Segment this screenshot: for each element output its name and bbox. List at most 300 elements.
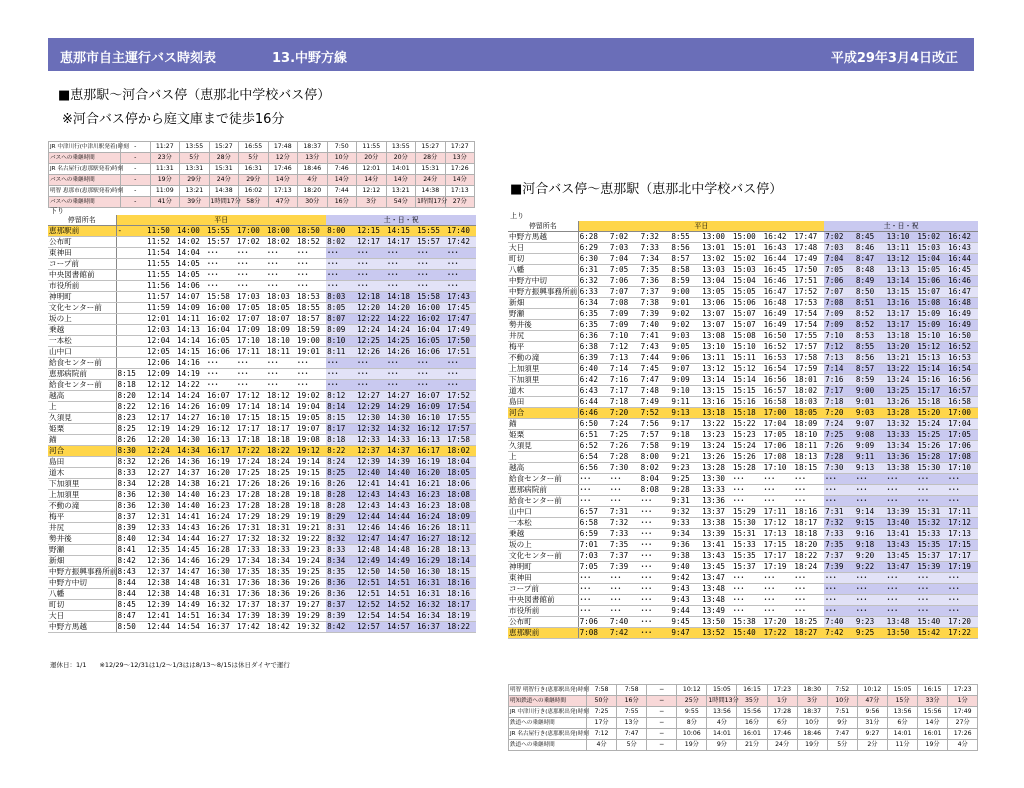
table-row	[48, 556, 476, 567]
holiday-time: 13:28	[886, 408, 917, 419]
weekday-time: 9:47	[670, 628, 701, 639]
weekday-time: 9:10	[670, 386, 701, 397]
weekday-time: 7:28	[609, 452, 640, 463]
weekday-time: 7:04	[609, 254, 640, 265]
holiday-time: ･･･	[916, 573, 947, 584]
weekday-time: 18:14	[266, 402, 296, 413]
holiday-time: ･･･	[947, 606, 978, 617]
weekday-time: 9:42	[670, 573, 701, 584]
weekday-time: 15:37	[732, 562, 763, 573]
holiday-time: ･･･	[855, 485, 886, 496]
holiday-time: 7:09	[824, 309, 855, 320]
holiday-time: 13:40	[886, 518, 917, 529]
weekday-time: ･･･	[640, 573, 671, 584]
stop-name: 坂の上	[508, 540, 578, 551]
weekday-time: 7:37	[640, 287, 671, 298]
weekday-time: 18:20	[793, 540, 824, 551]
holiday-time: 15:28	[916, 452, 947, 463]
table-row	[48, 578, 476, 589]
connection-cell: 1時間13分	[707, 696, 737, 707]
weekday-time: 17:14	[236, 402, 266, 413]
table-row	[48, 248, 476, 259]
weekday-time: 16:52	[763, 342, 794, 353]
holiday-time: 14:32	[386, 424, 416, 435]
holiday-time: ･･･	[886, 595, 917, 606]
weekday-time: 14:00	[176, 226, 206, 237]
weekday-time: 17:34	[236, 556, 266, 567]
weekday-time	[116, 303, 146, 314]
weekday-time: ･･･	[640, 518, 671, 529]
table-row	[508, 628, 978, 639]
weekday-time: ･･･	[206, 270, 236, 281]
weekday-time: 6:40	[578, 364, 609, 375]
weekday-time: 6:38	[578, 342, 609, 353]
holiday-time: 16:17	[416, 446, 446, 457]
weekday-time: 7:40	[609, 617, 640, 628]
weekday-time: ･･･	[763, 584, 794, 595]
weekday-time: 16:13	[206, 435, 236, 446]
connection-cell: 7:46	[327, 164, 357, 175]
connection-label: 明智 明智行き(恵那駅出発)時刻	[509, 685, 587, 696]
stop-name: 公布町	[48, 237, 116, 248]
weekday-time: 17:03	[236, 292, 266, 303]
weekday-time: 16:21	[206, 479, 236, 490]
weekday-time: 18:50	[296, 226, 326, 237]
weekday-time: 15:30	[732, 518, 763, 529]
weekday-time	[116, 259, 146, 270]
weekday-time: 6:43	[578, 386, 609, 397]
holiday-time: 17:42	[446, 237, 476, 248]
holiday-time: 17:54	[446, 402, 476, 413]
stop-name: 河合	[508, 408, 578, 419]
stop-name: 錨	[508, 419, 578, 430]
holiday-time: 12:51	[356, 589, 386, 600]
connection-cell: 20分	[357, 153, 387, 164]
table-row	[48, 512, 476, 523]
holiday-time: 12:26	[356, 347, 386, 358]
holiday-time: 8:46	[855, 243, 886, 254]
table-row	[48, 611, 476, 622]
holiday-time: 12:40	[356, 468, 386, 479]
holiday-time: 15:24	[916, 419, 947, 430]
weekday-time: 9:06	[670, 353, 701, 364]
weekday-time: ･･･	[793, 474, 824, 485]
holiday-time: 9:08	[855, 430, 886, 441]
weekday-time: 17:09	[236, 325, 266, 336]
weekday-time: 11:50	[146, 226, 176, 237]
weekday-time: 11:54	[146, 248, 176, 259]
holiday-time: 14:39	[386, 457, 416, 468]
weekday-time: 9:32	[670, 507, 701, 518]
weekday-time: 15:07	[732, 309, 763, 320]
weekday-time: 8:04	[640, 474, 671, 485]
weekday-time: 14:19	[176, 369, 206, 380]
weekday-time: 7:05	[609, 265, 640, 276]
weekday-time: 6:42	[578, 375, 609, 386]
weekday-time: 15:03	[732, 265, 763, 276]
holiday-time: 8:10	[326, 336, 356, 347]
table-row	[508, 386, 978, 397]
table-row	[508, 551, 978, 562]
stop-name: 文化センター前	[508, 551, 578, 562]
weekday-time: ･･･	[609, 595, 640, 606]
weekday-time: 18:18	[266, 435, 296, 446]
holiday-time: 12:32	[356, 424, 386, 435]
stop-name: 下加須里	[508, 375, 578, 386]
weekday-time: ･･･	[206, 358, 236, 369]
holiday-time: 7:28	[824, 452, 855, 463]
weekday-time: 12:36	[146, 556, 176, 567]
holiday-time: 9:23	[855, 617, 886, 628]
weekday-time: 8:57	[670, 254, 701, 265]
connection-cell: 14分	[386, 175, 416, 186]
weekday-time	[116, 336, 146, 347]
connection-cell: 5分	[617, 740, 647, 751]
weekday-time: 16:23	[206, 490, 236, 501]
holiday-time: ･･･	[916, 496, 947, 507]
table-row	[48, 523, 476, 534]
weekday-time: 17:00	[763, 408, 794, 419]
holiday-time: 16:20	[416, 468, 446, 479]
weekday-time: 17:29	[236, 512, 266, 523]
weekday-time	[116, 281, 146, 292]
holiday-time: ･･･	[855, 584, 886, 595]
weekday-time: 8:44	[116, 578, 146, 589]
weekday-time: ･･･	[296, 369, 326, 380]
weekday-time: 18:26	[266, 479, 296, 490]
connection-cell: 13:55	[386, 142, 416, 153]
weekday-time: 13:11	[701, 353, 732, 364]
weekday-time: ･･･	[732, 573, 763, 584]
weekday-time: 6:58	[578, 518, 609, 529]
holiday-time: 7:03	[824, 243, 855, 254]
holiday-time: 15:20	[916, 408, 947, 419]
weekday-time: 9:17	[670, 419, 701, 430]
weekday-time: 16:20	[206, 468, 236, 479]
connection-label: JR 名古屋行(恵那駅発着)時刻	[49, 164, 121, 175]
weekday-time: ･･･	[296, 270, 326, 281]
holiday-time: 13:38	[886, 463, 917, 474]
weekday-time: 17:52	[793, 287, 824, 298]
weekday-time: 17:11	[763, 507, 794, 518]
weekday-time: 7:35	[609, 540, 640, 551]
holiday-time: 18:16	[446, 589, 476, 600]
holiday-time: 14:24	[386, 325, 416, 336]
connection-cell: 17:13	[445, 186, 475, 197]
weekday-time: 17:15	[763, 540, 794, 551]
page-title: 恵那市自主運行バス時刻表	[60, 51, 217, 66]
holiday-time: 17:15	[947, 540, 978, 551]
weekday-time: 15:40	[732, 628, 763, 639]
holiday-time: 8:11	[326, 347, 356, 358]
holiday-time: 8:52	[855, 320, 886, 331]
stop-name: 錨	[48, 435, 116, 446]
weekday-time: 19:05	[296, 413, 326, 424]
weekday-time: 13:02	[701, 254, 732, 265]
stop-name: 新畑	[508, 298, 578, 309]
holiday-time: 9:03	[855, 408, 886, 419]
holiday-time: 16:49	[947, 320, 978, 331]
table-row	[508, 606, 978, 617]
connection-cell: 9:56	[857, 707, 887, 718]
holiday-time: 7:14	[824, 364, 855, 375]
holiday-time: 7:04	[824, 254, 855, 265]
stop-name: 大日	[48, 611, 116, 622]
weekday-time: 19:07	[296, 424, 326, 435]
connection-cell: 47分	[857, 696, 887, 707]
holiday-time: 17:50	[446, 336, 476, 347]
weekday-time: ･･･	[266, 259, 296, 270]
holiday-time: 14:51	[386, 589, 416, 600]
holiday-time: ･･･	[855, 606, 886, 617]
holiday-time: 15:05	[916, 265, 947, 276]
holiday-time: 9:09	[855, 441, 886, 452]
holiday-time: 16:32	[416, 600, 446, 611]
weekday-time: 16:29	[206, 556, 236, 567]
weekday-time: 8:23	[116, 413, 146, 424]
holiday-time: 8:02	[326, 237, 356, 248]
holiday-time: 7:30	[824, 463, 855, 474]
weekday-time: 13:06	[701, 298, 732, 309]
holiday-time: 17:19	[947, 562, 978, 573]
connection-label: バスへの乗継時間	[49, 175, 121, 186]
weekday-time: 18:17	[266, 424, 296, 435]
connection-cell: -	[121, 164, 151, 175]
holiday-time: 9:22	[855, 562, 886, 573]
weekday-time: 19:25	[296, 567, 326, 578]
weekday-time: ･･･	[640, 562, 671, 573]
weekday-time: 18:53	[296, 292, 326, 303]
weekday-time: 12:41	[146, 611, 176, 622]
weekday-time: 16:58	[763, 397, 794, 408]
holiday-time: 13:39	[886, 507, 917, 518]
weekday-time: 15:58	[206, 292, 236, 303]
connection-label: 鉄道への乗継時間	[509, 740, 587, 751]
holiday-time: 17:51	[446, 347, 476, 358]
stop-name: 井尻	[508, 331, 578, 342]
connection-cell: −	[647, 740, 677, 751]
holiday-time: 16:49	[947, 309, 978, 320]
holiday-time: 15:39	[916, 562, 947, 573]
connection-row	[509, 718, 978, 729]
table-row	[48, 303, 476, 314]
weekday-time: 18:03	[793, 397, 824, 408]
weekday-time: 15:08	[732, 331, 763, 342]
table-row	[48, 622, 476, 633]
weekday-time: 14:15	[176, 347, 206, 358]
weekday-time: ･･･	[609, 584, 640, 595]
table-row	[48, 413, 476, 424]
weekday-time: 9:31	[670, 496, 701, 507]
holiday-time: 12:48	[356, 545, 386, 556]
connection-cell: 33分	[918, 696, 948, 707]
holiday-time: ･･･	[824, 584, 855, 595]
holiday-time: 14:22	[386, 314, 416, 325]
holiday-time: 9:13	[855, 463, 886, 474]
weekday-time: 6:52	[578, 441, 609, 452]
weekday-time: ･･･	[640, 617, 671, 628]
weekday-time: 14:11	[176, 314, 206, 325]
weekday-time: 7:01	[578, 540, 609, 551]
connection-label: 鉄道への乗継時間	[509, 718, 587, 729]
weekday-time: 16:54	[763, 364, 794, 375]
weekday-time: 6:39	[578, 353, 609, 364]
holiday-time: 17:43	[446, 292, 476, 303]
holiday-time: 14:49	[386, 556, 416, 567]
weekday-time: 17:58	[793, 353, 824, 364]
holiday-time: 13:26	[886, 397, 917, 408]
connection-cell: 6分	[887, 718, 917, 729]
connection-cell: 16:31	[239, 164, 269, 175]
weekday-header: 平日	[578, 221, 824, 232]
holiday-time: 8:37	[326, 600, 356, 611]
weekday-time: 19:21	[296, 523, 326, 534]
holiday-time: 13:33	[886, 430, 917, 441]
weekday-time: 18:57	[296, 314, 326, 325]
connection-cell: -	[121, 142, 151, 153]
revision-date: 平成29年3月4日改正	[830, 51, 958, 66]
weekday-time: 17:54	[793, 320, 824, 331]
weekday-time: 14:43	[176, 523, 206, 534]
connection-label: バスへの乗継時間	[49, 153, 121, 164]
weekday-time: ･･･	[732, 474, 763, 485]
holiday-time: ･･･	[947, 474, 978, 485]
connection-cell: 58分	[239, 197, 269, 208]
connection-cell: 11:27	[150, 142, 180, 153]
holiday-time: 8:50	[855, 287, 886, 298]
stop-name: 給食センター前	[48, 380, 116, 391]
weekday-time: 16:31	[206, 578, 236, 589]
weekday-time: 12:30	[146, 490, 176, 501]
holiday-time: 15:16	[916, 375, 947, 386]
holiday-time: 13:25	[886, 386, 917, 397]
stop-name: 姫栗	[48, 424, 116, 435]
weekday-time: 7:34	[640, 254, 671, 265]
holiday-time: 12:57	[356, 622, 386, 633]
weekday-time: 18:22	[793, 551, 824, 562]
connection-cell: 18:30	[797, 685, 827, 696]
connection-cell: 13分	[617, 718, 647, 729]
weekday-time: 15:35	[732, 551, 763, 562]
weekday-time: 6:31	[578, 265, 609, 276]
table-row	[508, 364, 978, 375]
holiday-time: 16:56	[947, 375, 978, 386]
holiday-time: ･･･	[824, 573, 855, 584]
table-row	[508, 529, 978, 540]
weekday-time: 12:38	[146, 589, 176, 600]
weekday-time: 15:22	[732, 419, 763, 430]
stop-name: 恵那駅前	[48, 226, 116, 237]
weekday-time: 7:25	[609, 430, 640, 441]
weekday-time: 15:55	[206, 226, 236, 237]
weekday-time: 17:53	[793, 298, 824, 309]
holiday-time: 7:08	[824, 298, 855, 309]
weekday-time: 16:05	[206, 336, 236, 347]
holiday-time: 16:10	[416, 413, 446, 424]
weekday-time: 12:09	[146, 369, 176, 380]
connection-cell: 17:48	[268, 142, 298, 153]
holiday-time: ･･･	[386, 259, 416, 270]
weekday-time: ･･･	[578, 606, 609, 617]
weekday-time: 9:36	[670, 540, 701, 551]
weekday-header: 平日	[116, 215, 326, 226]
holiday-time: 14:29	[386, 402, 416, 413]
holiday-time: 13:24	[886, 375, 917, 386]
holiday-time: 12:39	[356, 457, 386, 468]
weekday-time: 17:37	[236, 600, 266, 611]
weekday-time: 15:06	[732, 298, 763, 309]
holiday-time: ･･･	[947, 573, 978, 584]
stop-name: 八幡	[48, 589, 116, 600]
weekday-time: 7:09	[609, 320, 640, 331]
weekday-time: ･･･	[763, 474, 794, 485]
weekday-time: 18:28	[266, 501, 296, 512]
holiday-time: 13:45	[886, 551, 917, 562]
weekday-time: 9:03	[670, 331, 701, 342]
connection-cell: 7:58	[617, 685, 647, 696]
connection-cell: -	[121, 153, 151, 164]
holiday-time: 8:52	[855, 309, 886, 320]
weekday-time: 18:10	[266, 336, 296, 347]
connection-row	[49, 164, 475, 175]
weekday-time: 16:10	[206, 413, 236, 424]
weekday-time: ･･･	[732, 485, 763, 496]
weekday-time: 16:17	[206, 446, 236, 457]
holiday-time: 8:53	[855, 331, 886, 342]
weekday-time: 6:56	[578, 463, 609, 474]
stop-name: 島田	[508, 397, 578, 408]
holiday-time: 12:50	[356, 567, 386, 578]
weekday-time: ･･･	[206, 380, 236, 391]
weekday-time: 9:01	[670, 298, 701, 309]
holiday-time: 16:00	[416, 303, 446, 314]
weekday-time: 13:37	[701, 507, 732, 518]
table-row	[48, 589, 476, 600]
holiday-time: 14:18	[386, 292, 416, 303]
weekday-time: ･･･	[640, 628, 671, 639]
weekday-time: 6:29	[578, 243, 609, 254]
weekday-time: 18:09	[793, 419, 824, 430]
holiday-time: 8:26	[326, 479, 356, 490]
title-banner	[48, 38, 974, 71]
weekday-time: 6:54	[578, 452, 609, 463]
connection-cell: 29分	[239, 175, 269, 186]
connection-cell: 50分	[587, 696, 617, 707]
weekday-time: 12:34	[146, 534, 176, 545]
weekday-time: 7:24	[609, 419, 640, 430]
stop-name: コープ前	[508, 584, 578, 595]
weekday-time: 18:42	[266, 622, 296, 633]
connection-cell: 15:31	[416, 164, 446, 175]
connection-cell: 14分	[445, 175, 475, 186]
right-section-heading: ■河合バス停～恵那駅（恵那北中学校バス停）	[510, 182, 783, 197]
weekday-time: 19:29	[296, 611, 326, 622]
table-row	[508, 397, 978, 408]
weekday-time: ･･･	[640, 540, 671, 551]
holiday-time: 12:43	[356, 490, 386, 501]
table-row	[508, 496, 978, 507]
holiday-time: 16:24	[416, 512, 446, 523]
holiday-time: 8:47	[855, 254, 886, 265]
holiday-time: ･･･	[446, 259, 476, 270]
holiday-time: 18:04	[446, 457, 476, 468]
weekday-time	[116, 358, 146, 369]
connection-cell: 19分	[677, 740, 707, 751]
holiday-time: 16:04	[416, 325, 446, 336]
weekday-time: 6:57	[578, 507, 609, 518]
holiday-time: 13:14	[886, 276, 917, 287]
connection-cell: 47分	[268, 197, 298, 208]
